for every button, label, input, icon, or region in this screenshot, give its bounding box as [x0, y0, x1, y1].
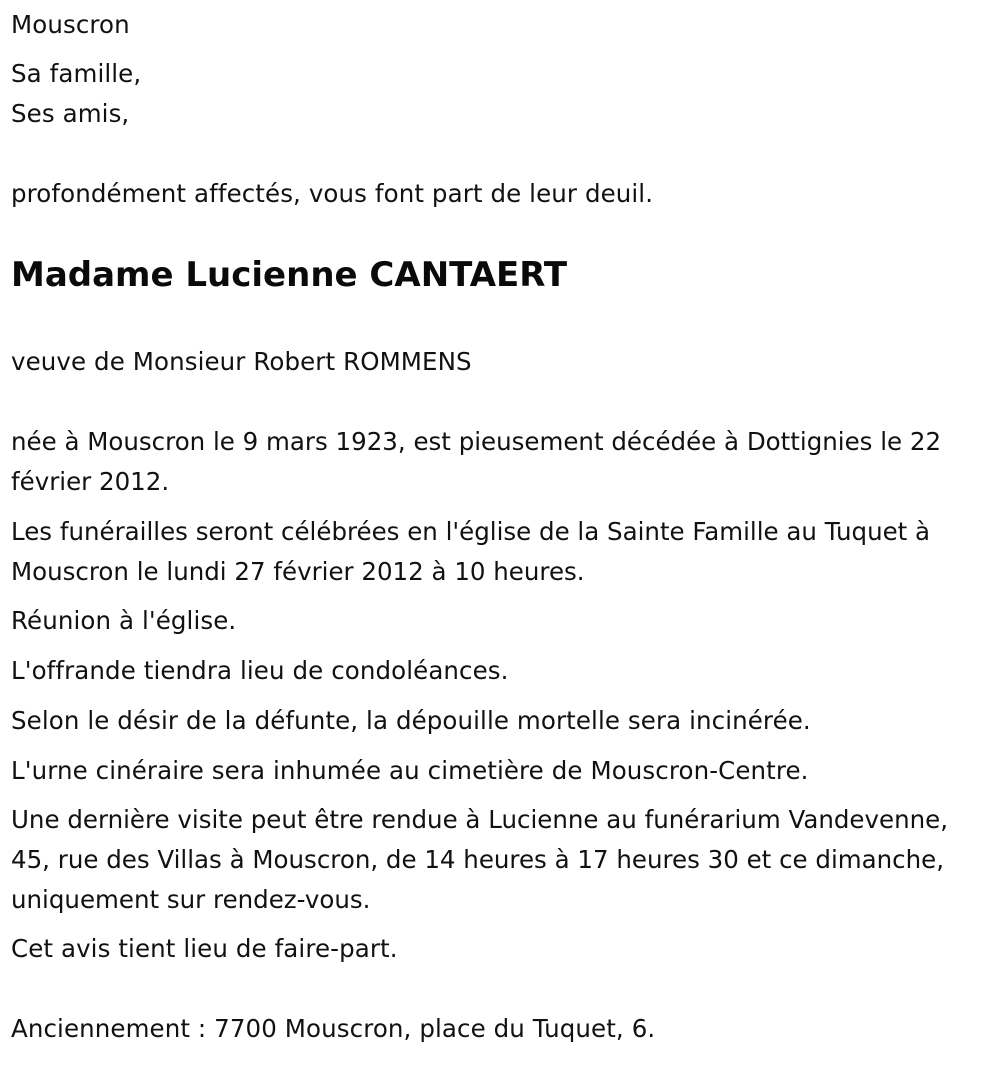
meeting-line: Réunion à l'église. — [11, 606, 237, 635]
visit-paragraph: Une dernière visite peut être rendue à Lucienne au funérarium Vandevenne, 45, rue des Villas à Mouscron, de 14 heures à 17 heures 30 et ce dimanche, uniquement sur rendez-vous. — [11, 805, 948, 914]
friends-line: Ses amis, — [11, 99, 130, 128]
widow-of-line: veuve de Monsieur Robert ROMMENS — [11, 347, 472, 376]
deceased-name: Madame Lucienne CANTAERT — [11, 255, 568, 295]
city-heading: Mouscron — [11, 10, 130, 39]
announcement-line: profondément affectés, vous font part de leur deuil. — [11, 179, 654, 208]
birth-death-paragraph: née à Mouscron le 9 mars 1923, est pieusement décédée à Dottignies le 22 février 2012. — [11, 427, 942, 496]
offering-line: L'offrande tiendra lieu de condoléances. — [11, 656, 509, 685]
urn-line: L'urne cinéraire sera inhumée au cimetière de Mouscron-Centre. — [11, 756, 809, 785]
funeral-paragraph: Les funérailles seront célébrées en l'église de la Sainte Famille au Tuquet à Mouscron le lundi 27 février 2012 à 10 heures. — [11, 517, 931, 586]
former-address-line: Anciennement : 7700 Mouscron, place du Tuquet, 6. — [11, 1014, 656, 1043]
cremation-line: Selon le désir de la défunte, la dépouille mortelle sera incinérée. — [11, 706, 811, 735]
notice-line: Cet avis tient lieu de faire-part. — [11, 934, 398, 963]
family-line: Sa famille, — [11, 59, 142, 88]
